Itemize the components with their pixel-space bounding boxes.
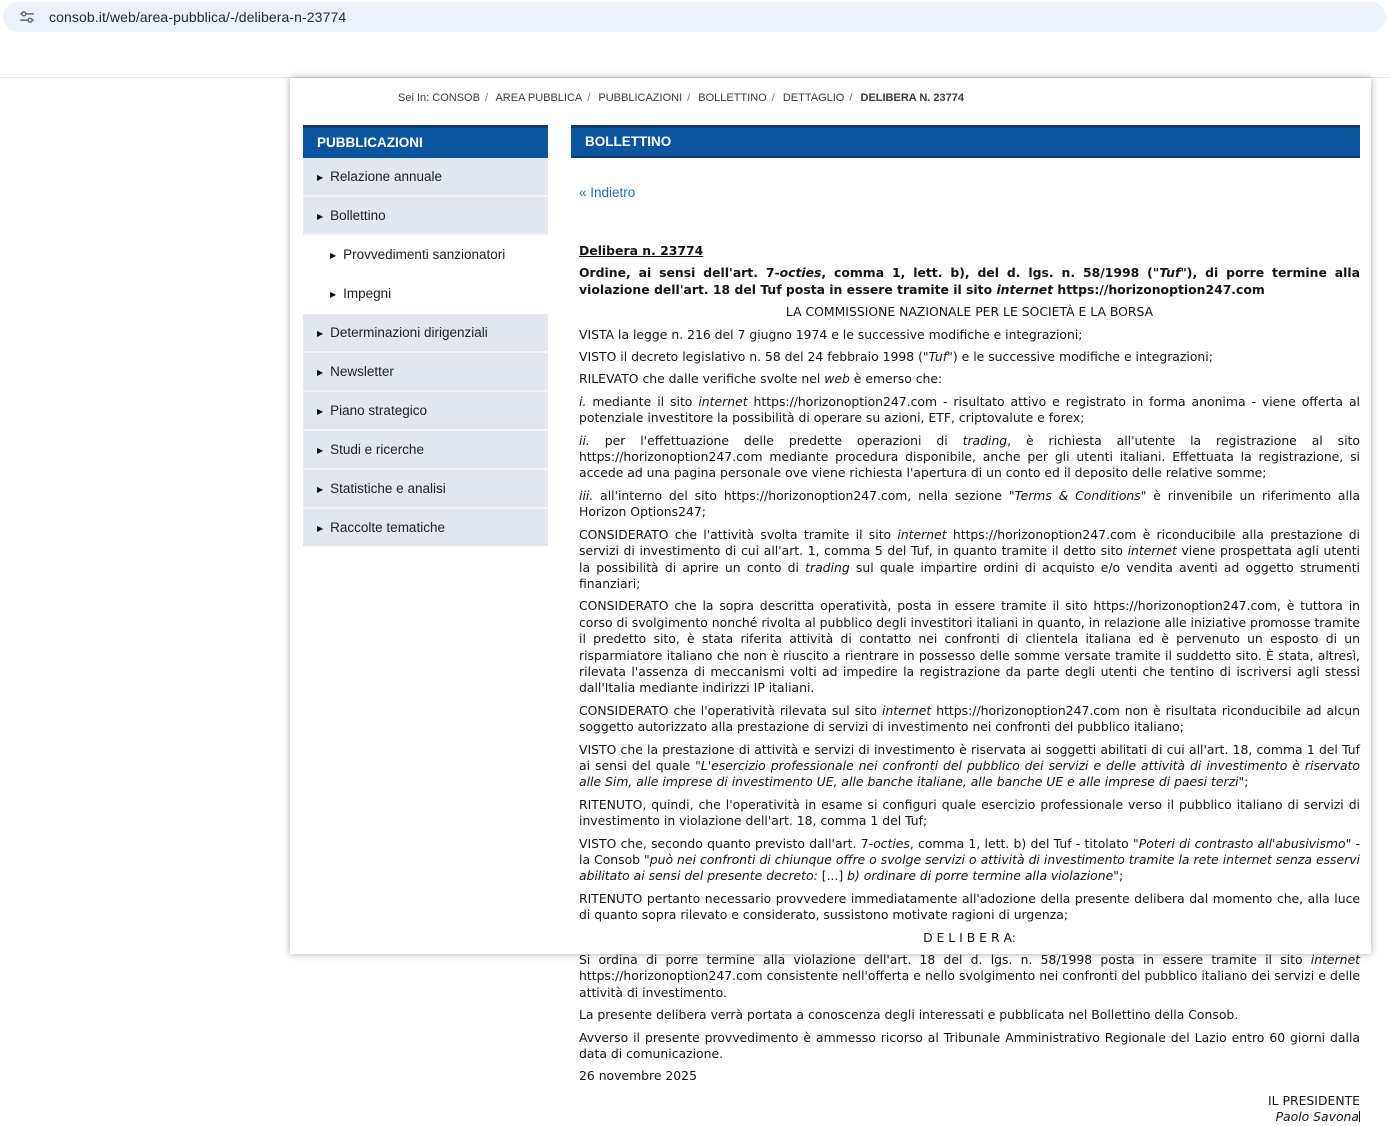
- paragraph-text-italic: octies: [873, 835, 910, 851]
- sidebar-item-label: Bollettino: [330, 208, 386, 223]
- paragraph-text: VISTO che la prestazione di attività e servizi di investimento è riservata ai soggetti abilitati di cui all'art. 18, comma 1 del Tuf ai sensi del quale ": [579, 741, 1360, 773]
- paragraph-text: RILEVATO che dalle verifiche svolte nel: [579, 371, 825, 387]
- sidebar-title: PUBBLICAZIONI: [303, 125, 548, 158]
- paragraph-text-italic: Paolo Savona: [1275, 1109, 1359, 1125]
- page-background: [0, 78, 1389, 1125]
- paragraph-text-italic: iii.: [579, 487, 594, 503]
- document-paragraph: [579, 527, 1360, 593]
- sidebar-item-relazione-annuale[interactable]: [303, 158, 548, 197]
- browser-chrome: [0, 2, 1389, 78]
- back-link[interactable]: « Indietro: [579, 185, 636, 200]
- document-paragraph: [579, 836, 1360, 885]
- document-paragraph: [579, 1093, 1360, 1109]
- chevron-right-icon: ▶: [317, 212, 324, 221]
- document-paragraph: [579, 371, 1360, 387]
- paragraph-text-italic: internet: [882, 702, 932, 718]
- paragraph-text-italic: internet: [698, 393, 748, 409]
- document-paragraph: [579, 1068, 1360, 1084]
- sidebar-item-label: Piano strategico: [330, 403, 427, 418]
- document-paragraph: [579, 742, 1360, 791]
- paragraph-text: ") e le successive modifiche e integrazioni;: [947, 349, 1213, 365]
- document-paragraph: [579, 1007, 1360, 1023]
- paragraph-text: LA COMMISSIONE NAZIONALE PER LE SOCIETÀ E LA BORSA: [785, 304, 1154, 320]
- paragraph-text: VISTO il decreto legislativo n. 58 del 24 febbraio 1998 (": [579, 349, 929, 365]
- paragraph-text-italic: può nei confronti di chiunque offre o svolge servizi o attività di investimento tramite la rete internet senza esservi abilitato ai sensi del presente decreto:: [579, 852, 1360, 884]
- sidebar-item-label: Determinazioni dirigenziali: [330, 325, 488, 340]
- paragraph-text-italic: ii.: [579, 432, 590, 448]
- paragraph-text: La presente delibera verrà portata a conoscenza degli interessati e pubblicata nel Bollettino della Consob.: [579, 1007, 1239, 1023]
- paragraph-text: https://horizonoption247.com: [1053, 281, 1265, 297]
- sidebar-item-label: Newsletter: [330, 364, 394, 379]
- paragraph-text: D E L I B E R A:: [923, 929, 1016, 945]
- paragraph-text-italic: octies: [779, 265, 822, 281]
- document-paragraph: [579, 304, 1360, 320]
- sidebar-item-label: Studi e ricerche: [330, 442, 424, 457]
- document-paragraph: [579, 327, 1360, 343]
- chevron-right-icon: ▶: [317, 407, 324, 416]
- sidebar-item-raccolte-tematiche[interactable]: [303, 509, 548, 546]
- chevron-right-icon: ▶: [330, 251, 337, 260]
- breadcrumb-item: DELIBERA N. 23774: [857, 92, 965, 104]
- document-paragraph: [579, 433, 1360, 482]
- chevron-right-icon: ▶: [330, 290, 337, 299]
- document-paragraph: [579, 243, 1360, 259]
- sidebar-item-label: Provvedimenti sanzionatori: [343, 247, 506, 262]
- sidebar-item-piano-strategico[interactable]: [303, 392, 548, 431]
- paragraph-text: VISTO che, secondo quanto previsto dall'art. 7-: [579, 835, 874, 851]
- main-content: [571, 125, 1360, 1126]
- paragraph-text: https://horizonoption247.com - risultato attivo e registrato in forma anonima - viene offerta al potenziale investitore la possibilità di operare su azioni, ETF, criptovalute e forex;: [579, 393, 1360, 426]
- chevron-right-icon: ▶: [317, 368, 324, 377]
- paragraph-text: [...]: [817, 868, 848, 884]
- paragraph-text-italic: b) ordinare di porre termine alla violazione: [847, 868, 1114, 884]
- breadcrumb-separator: /: [687, 92, 691, 104]
- paragraph-text: "), di porre termine alla violazione dell'art. 18 del Tuf posta in essere tramite il sito: [579, 265, 1360, 297]
- document-paragraph: [579, 349, 1360, 365]
- document-paragraph: [579, 930, 1360, 946]
- sidebar-item-determinazioni-dirigenziali[interactable]: [303, 314, 548, 353]
- paragraph-text: Delibera n. 23774: [579, 243, 704, 258]
- breadcrumb-separator: /: [587, 92, 591, 104]
- sidebar-item-label: Impegni: [343, 286, 392, 301]
- document-paragraph: [579, 797, 1360, 830]
- paragraph-text: ";: [1238, 774, 1249, 790]
- paragraph-text: , comma 1, lett. b), del d. lgs. n. 58/1998 (": [821, 265, 1160, 281]
- chevron-right-icon: ▶: [317, 524, 324, 533]
- document-paragraph: [579, 952, 1360, 1001]
- sidebar-item-impegni[interactable]: [303, 275, 548, 314]
- breadcrumb-item[interactable]: CONSOB: [432, 92, 480, 104]
- paragraph-text: RITENUTO, quindi, che l'operatività in esame si configuri quale esercizio professionale verso il pubblico italiano di servizi di investimento in violazione dell'art. 18, comma 1 del Tuf;: [579, 796, 1360, 829]
- document-paragraph: [579, 703, 1360, 736]
- section-title: BOLLETTINO: [571, 125, 1360, 158]
- breadcrumb-separator: /: [484, 92, 488, 104]
- paragraph-text: RITENUTO pertanto necessario provvedere immediatamente all'adozione della presente delibera dal momento che, alla luce di quanto sopra rilevato e considerato, sussistono motivate ragioni di urgenza;: [579, 890, 1360, 923]
- sidebar-item-label: Raccolte tematiche: [330, 520, 445, 535]
- paragraph-text-italic: Tuf: [928, 349, 948, 365]
- breadcrumb-prefix: Sei In:: [398, 92, 430, 104]
- paragraph-text: https://horizonoption247.com consistente nell'offerta e nello svolgimento nei confronti del pubblico italiano dei servizi e delle attività di investimento.: [579, 968, 1360, 1000]
- paragraph-text-italic: trading: [805, 559, 850, 575]
- sidebar-item-bollettino[interactable]: [303, 197, 548, 236]
- paragraph-text: VISTA la legge n. 216 del 7 giugno 1974 e le successive modifiche e integrazioni;: [579, 326, 1083, 342]
- paragraph-text: " è rinvenibile un riferimento alla Horizon Options247;: [579, 487, 1361, 520]
- document-paragraph: [579, 488, 1360, 521]
- breadcrumb-item[interactable]: BOLLETTINO: [695, 92, 767, 104]
- paragraph-text: Ordine, ai sensi dell'art. 7-: [579, 265, 780, 281]
- chevron-right-icon: ▶: [317, 173, 324, 182]
- breadcrumb-item[interactable]: PUBBLICAZIONI: [595, 92, 683, 104]
- site-settings-icon[interactable]: [17, 7, 37, 27]
- url-text[interactable]: consob.it/web/area-pubblica/-/delibera-n-23774: [49, 9, 347, 25]
- text-caret: [1359, 1111, 1360, 1122]
- content-wrapper: [290, 78, 1371, 1125]
- paragraph-text-italic: i.: [579, 393, 587, 409]
- sidebar-item-studi-e-ricerche[interactable]: [303, 431, 548, 470]
- sidebar-item-newsletter[interactable]: [303, 353, 548, 392]
- paragraph-text: ";: [1113, 868, 1124, 884]
- paragraph-text-italic: web: [824, 371, 850, 387]
- document-paragraph: [579, 891, 1360, 924]
- paragraph-text: all'interno del sito https://horizonoption247.com, nella sezione ": [593, 487, 1015, 503]
- paragraph-text-italic: internet: [1127, 543, 1177, 559]
- breadcrumb: [303, 92, 1360, 104]
- paragraph-text-italic: internet: [996, 281, 1054, 297]
- sidebar-item-label: Relazione annuale: [330, 169, 442, 184]
- sidebar-pubblicazioni: [303, 125, 548, 546]
- chevron-right-icon: ▶: [317, 329, 324, 338]
- chevron-right-icon: ▶: [317, 446, 324, 455]
- paragraph-text: mediante il sito: [586, 393, 699, 409]
- document-paragraph: [579, 1109, 1360, 1125]
- paragraph-text: CONSIDERATO che la sopra descritta operatività, posta in essere tramite il sito https://horizonoption247.com, è tuttora in corso di svolgimento nonché rivolta al pubblico degli investitori italiani in quanto, in relazione alle iniziative promosse tramite il predetto sito, è stata riferita attività di contatto nei confronti di clientela italiana ed è pervenuto un esposto di un risparmiatore italiano che non è riuscito a rientrare in possesso delle somme versate tramite il suddetto sito. È stata, altresì, rilevata l'assenza di meccanismi volti ad impedire la registrazione da parte degli utenti che tentino di iscriversi agli stessi dall'Italia mediante indirizzi IP italiani.: [579, 598, 1360, 696]
- paragraph-text-italic: Poteri di contrasto all'abusivismo: [1138, 835, 1346, 851]
- address-bar[interactable]: [3, 2, 1386, 32]
- breadcrumb-separator: /: [849, 92, 853, 104]
- breadcrumb-item[interactable]: AREA PUBBLICA: [493, 92, 583, 104]
- paragraph-text: per l'effettuazione delle predette operazioni di: [589, 432, 963, 448]
- breadcrumb-separator: /: [771, 92, 775, 104]
- paragraph-text: viene prospettata agli utenti la possibilità di aprire un conto di: [579, 543, 1360, 575]
- paragraph-text-italic: Terms & Conditions: [1014, 487, 1141, 503]
- paragraph-text: IL PRESIDENTE: [1268, 1092, 1360, 1108]
- breadcrumb-item[interactable]: DETTAGLIO: [779, 92, 845, 104]
- document-body: [579, 243, 1360, 1126]
- document-paragraph: [579, 265, 1360, 298]
- paragraph-text: https://horizonoption247.com è riconducibile alla prestazione di servizi di investimento di cui all'art. 1, comma 5 del Tuf, in quanto tramite il detto sito: [579, 526, 1361, 559]
- sidebar-item-provvedimenti-sanzionatori[interactable]: [303, 236, 548, 275]
- paragraph-text: è emerso che:: [849, 371, 943, 387]
- paragraph-text-italic: internet: [897, 526, 947, 542]
- sidebar-item-statistiche-e-analisi[interactable]: [303, 470, 548, 509]
- paragraph-text: CONSIDERATO che l'operatività rilevata sul sito: [579, 702, 882, 718]
- paragraph-text: , è richiesta all'utente la registrazione al sito https://horizonoption247.com mediante procedura disponibile, anche per gli utenti italiani. Effettuata la registrazione, si accede ad una pagina personale ove viene richiesta l'apertura di un conto ed il deposito delle relative somme;: [579, 432, 1360, 481]
- paragraph-text: CONSIDERATO che l'attività svolta tramite il sito: [579, 526, 898, 542]
- document-paragraph: [579, 394, 1360, 427]
- paragraph-text: Si ordina di porre termine alla violazione dell'art. 18 del d. lgs. n. 58/1998 posta in essere tramite il sito: [579, 952, 1311, 968]
- paragraph-text-italic: trading: [962, 432, 1008, 448]
- sidebar-item-label: Statistiche e analisi: [330, 481, 446, 496]
- paragraph-text-italic: internet: [1310, 952, 1360, 968]
- paragraph-text: sul quale impartire ordini di acquisto e/o vendita aventi ad oggetto strumenti finanziari;: [579, 559, 1360, 591]
- paragraph-text-italic: L'esercizio professionale nei confronti del pubblico dei servizi e delle attività di investimento è riservato alle Sim, alle imprese di investimento UE, alle banche italiane, alle banche UE e alle imprese di paesi terzi: [579, 757, 1360, 790]
- paragraph-text-italic: Tuf: [1159, 265, 1181, 281]
- document-paragraph: [579, 1030, 1360, 1063]
- paragraph-text: 26 novembre 2025: [579, 1068, 697, 1084]
- paragraph-text: " - la Consob ": [579, 835, 1360, 867]
- document-paragraph: [579, 598, 1360, 696]
- paragraph-text: Avverso il presente provvedimento è ammesso ricorso al Tribunale Amministrativo Regionale del Lazio entro 60 giorni dalla data di comunicazione.: [579, 1029, 1360, 1062]
- paragraph-text: https://horizonoption247.com non è risultata riconducibile ad alcun soggetto autorizzato alla prestazione di servizi di investimento nei confronti del pubblico italiano;: [579, 702, 1361, 735]
- chevron-right-icon: ▶: [317, 485, 324, 494]
- paragraph-text: , comma 1, lett. b) del Tuf - titolato ": [909, 835, 1139, 851]
